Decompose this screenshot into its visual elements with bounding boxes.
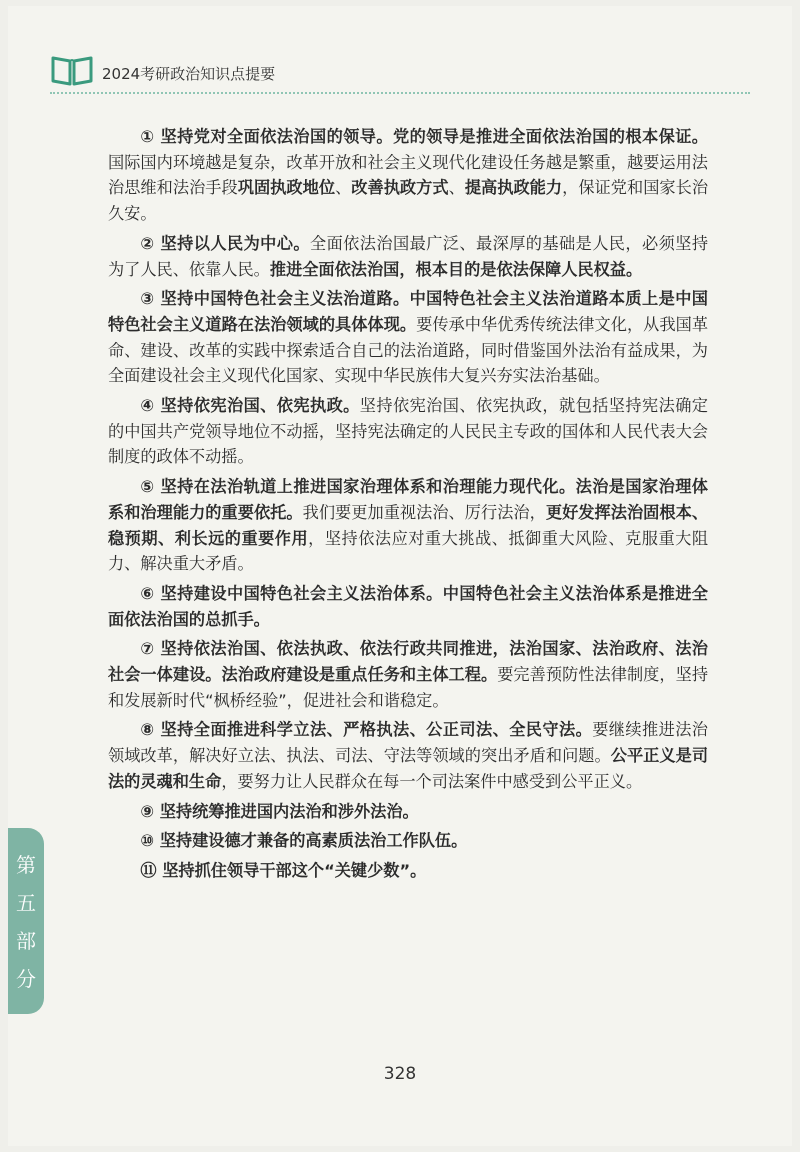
bold-text: 更好发挥法治固根本、稳预期、利长远的重要作用 xyxy=(108,502,709,548)
open-book-icon xyxy=(50,54,94,86)
page-number: 328 xyxy=(383,1064,417,1084)
paragraph xyxy=(108,828,708,854)
paragraph xyxy=(108,286,708,389)
bold-text: ③ 坚持中国特色社会主义法治道路。中国特色社会主义法治道路本质上是中国特色社会主义道路在法治领域的具体体现。 xyxy=(108,289,708,334)
paragraph xyxy=(108,581,708,632)
bold-text: 推进全面依法治国，根本目的是依法保障人民权益。 xyxy=(269,259,643,279)
bold-text: ⑨ 坚持统筹推进国内法治和涉外法治。 xyxy=(140,801,419,821)
text: 要继续推进法治领域改革，解决好立法、执法、司法、守法等领域的突出矛盾和问题。 xyxy=(108,720,708,766)
bold-text: ⑪ 坚持抓住领导干部这个“关键少数”。 xyxy=(140,860,427,880)
bold-text: ⑦ 坚持依法治国、依法执政、依法行政共同推进，法治国家、法治政府、法治社会一体建设。法治政府建设是重点任务和主体工程。 xyxy=(108,639,708,685)
bold-text: 巩固执政地位 xyxy=(237,178,336,198)
header-title: 2024考研政治知识点提要 xyxy=(102,65,276,83)
bold-text: ⑧ 坚持全面推进科学立法、严格执法、公正司法、全民守法。 xyxy=(140,720,593,740)
text: 全面依法治国最广泛、最深厚的基础是人民，必须坚持为了人民、依靠人民。 xyxy=(108,233,709,279)
paragraph xyxy=(108,636,708,713)
paragraph xyxy=(108,474,708,577)
bold-text: 提高执政能力 xyxy=(464,178,563,198)
paragraph xyxy=(108,231,708,282)
text: 要传承中华优秀传统法律文化，从我国革命、建设、改革的实践中探索适合自己的法治道路，同时借鉴国外法治有益成果，为全面建设社会主义现代化国家、实现中华民族伟大复兴夯实法治基础。 xyxy=(108,314,709,386)
text: ，坚持依法应对重大挑战、抵御重大风险、克服重大阻力、解决重大矛盾。 xyxy=(108,528,709,574)
paragraph xyxy=(108,717,708,794)
text: ，保证党和国家长治久安。 xyxy=(108,178,709,224)
text: 坚持依宪治国、依宪执政，就包括坚持宪法确定的中国共产党领导地位不动摇，坚持宪法确定的人民民主专政的国体和人民代表大会制度的政体不动摇。 xyxy=(108,396,708,467)
bold-text: ⑤ 坚持在法治轨道上推进国家治理体系和治理能力现代化。法治是国家治理体系和治理能力的重要依托。 xyxy=(108,477,708,522)
paragraph xyxy=(108,124,708,227)
side-tab-label: 第 五 部 分 xyxy=(16,853,36,991)
page-header xyxy=(50,52,750,92)
bold-text: 公平正义是司法的灵魂和生命 xyxy=(108,746,709,791)
paragraph xyxy=(108,799,708,825)
bold-text: ② 坚持以人民为中心。 xyxy=(140,233,310,253)
text: 我们要更加重视法治、厉行法治， xyxy=(302,502,546,522)
paragraph xyxy=(108,393,708,470)
text: 、 xyxy=(335,178,352,198)
bold-text: ① 坚持党对全面依法治国的领导。党的领导是推进全面依法治国的根本保证。 xyxy=(140,127,708,146)
bold-text: ⑥ 坚持建设中国特色社会主义法治体系。中国特色社会主义法治体系是推进全面依法治国的总抓手。 xyxy=(108,583,708,629)
bold-text: ⑩ 坚持建设德才兼备的高素质法治工作队伍。 xyxy=(140,831,468,851)
section-side-tab xyxy=(8,828,44,1014)
text: 国际国内环境越是复杂，改革开放和社会主义现代化建设任务越是繁重，越要运用法治思维和法治手段 xyxy=(108,152,708,198)
text: 要完善预防性法律制度，坚持和发展新时代“枫桥经验”，促进社会和谐稳定。 xyxy=(108,665,709,710)
text: ，要努力让人民群众在每一个司法案件中感受到公平正义。 xyxy=(221,771,643,791)
text: 、 xyxy=(448,178,465,198)
body-text xyxy=(108,124,708,888)
header-divider xyxy=(50,92,750,94)
paragraph xyxy=(108,858,708,884)
bold-text: 改善执政方式 xyxy=(351,178,449,198)
bold-text: ④ 坚持依宪治国、依宪执政。 xyxy=(140,396,360,416)
